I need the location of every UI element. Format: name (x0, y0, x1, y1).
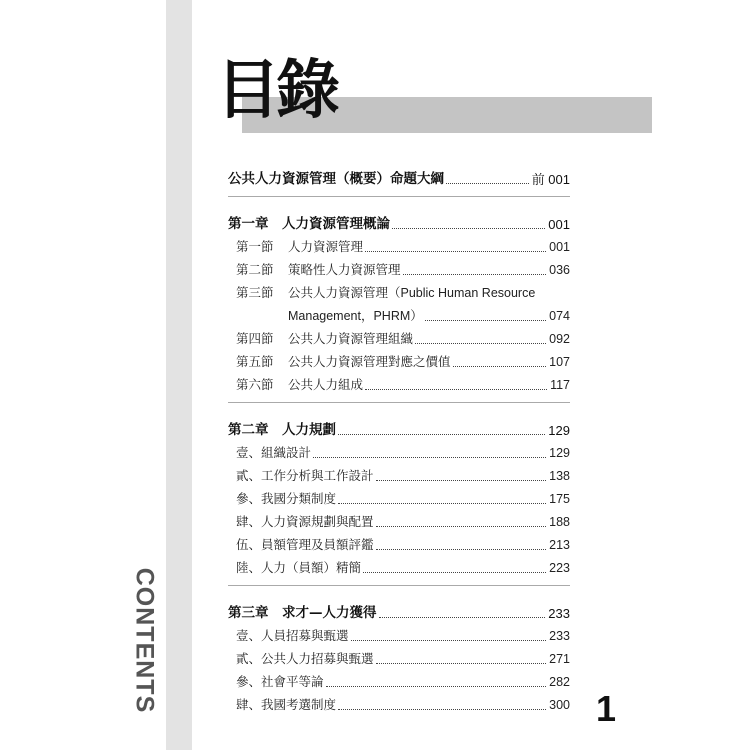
toc-label: 第二章 人力規劃 (228, 422, 336, 438)
toc-page: 001 (548, 217, 570, 232)
toc-label: 公共人力資源管理（Public Human Resource (288, 286, 536, 300)
toc-item[interactable] (228, 461, 570, 484)
dot-leader (376, 526, 547, 527)
toc-label: 公共人力組成 (288, 378, 364, 392)
toc-outline-entry[interactable] (228, 164, 570, 187)
dot-leader (326, 686, 547, 687)
toc-page: 036 (549, 263, 570, 277)
toc-page: 175 (549, 492, 570, 506)
toc-label: 參、社會平等論 (236, 675, 324, 689)
toc-label: Management，PHRM） (288, 309, 423, 323)
toc-label: 人力資源管理 (288, 240, 364, 254)
toc-page: 188 (549, 515, 570, 529)
toc-chapter-3[interactable] (228, 598, 570, 621)
dot-leader (379, 617, 546, 618)
divider (228, 196, 570, 197)
toc-section[interactable] (228, 278, 570, 301)
toc-label: 肆、我國考選制度 (236, 698, 337, 712)
toc-page: 前 001 (531, 172, 570, 187)
section-number: 第三節 (236, 286, 274, 300)
toc-page: 282 (549, 675, 570, 689)
toc-label: 參、我國分類制度 (236, 492, 337, 506)
toc-item[interactable] (228, 553, 570, 576)
dot-leader (376, 549, 547, 550)
divider (228, 585, 570, 586)
dot-leader (376, 480, 547, 481)
toc-page: 092 (549, 332, 570, 346)
toc-section[interactable] (228, 232, 570, 255)
dot-leader (363, 572, 546, 573)
section-number: 第六節 (236, 378, 274, 392)
divider (228, 402, 570, 403)
toc-section[interactable] (228, 255, 570, 278)
toc-label: 第三章 求才—人力獲得 (228, 605, 377, 621)
toc-item[interactable] (228, 507, 570, 530)
toc-label: 壹、組織設計 (236, 446, 312, 460)
toc-page: 001 (549, 240, 570, 254)
toc-chapter-2[interactable] (228, 415, 570, 438)
toc-page: 129 (548, 423, 570, 438)
toc-page: 107 (549, 355, 570, 369)
contents-text: CONTENTS (130, 567, 159, 713)
section-number: 第四節 (236, 332, 274, 346)
toc-item[interactable] (228, 484, 570, 507)
dot-leader (415, 343, 546, 344)
toc-label: 陸、人力（員額）精簡 (236, 561, 362, 575)
toc-item[interactable] (228, 530, 570, 553)
toc-item[interactable] (228, 438, 570, 461)
toc-item[interactable] (228, 644, 570, 667)
toc-page: 233 (548, 606, 570, 621)
toc-label: 策略性人力資源管理 (288, 263, 401, 277)
section-number: 第五節 (236, 355, 274, 369)
table-of-contents (228, 164, 570, 713)
dot-leader (338, 434, 545, 435)
toc-item[interactable] (228, 621, 570, 644)
toc-section[interactable] (228, 370, 570, 393)
toc-page: 271 (549, 652, 570, 666)
toc-label: 伍、員額管理及員額評鑑 (236, 538, 374, 552)
toc-label: 公共人力資源管理（概要）命題大綱 (228, 171, 444, 187)
toc-page: 074 (549, 309, 570, 323)
toc-label: 第一章 人力資源管理概論 (228, 216, 390, 232)
toc-label: 貳、公共人力招募與甄選 (236, 652, 374, 666)
toc-item[interactable] (228, 690, 570, 713)
side-band (166, 0, 192, 750)
toc-label: 壹、人員招募與甄選 (236, 629, 349, 643)
contents-side-label (124, 567, 164, 713)
dot-leader (338, 503, 546, 504)
dot-leader (351, 640, 547, 641)
toc-label: 貳、工作分析與工作設計 (236, 469, 374, 483)
toc-section[interactable] (228, 324, 570, 347)
toc-section[interactable] (228, 347, 570, 370)
dot-leader (313, 457, 546, 458)
dot-leader (446, 183, 529, 184)
dot-leader (403, 274, 547, 275)
toc-page: 300 (549, 698, 570, 712)
toc-label: 肆、人力資源規劃與配置 (236, 515, 374, 529)
dot-leader (376, 663, 547, 664)
page-title: 目錄 (216, 53, 336, 128)
toc-page: 129 (549, 446, 570, 460)
toc-page: 138 (549, 469, 570, 483)
dot-leader (453, 366, 547, 367)
toc-page: 213 (549, 538, 570, 552)
dot-leader (338, 709, 546, 710)
section-number: 第一節 (236, 240, 274, 254)
page-number: 1 (596, 688, 617, 729)
dot-leader (425, 320, 546, 321)
toc-item[interactable] (228, 667, 570, 690)
toc-page: 223 (549, 561, 570, 575)
toc-label: 公共人力資源管理組織 (288, 332, 414, 346)
section-number: 第二節 (236, 263, 274, 277)
toc-page: 233 (549, 629, 570, 643)
dot-leader (365, 251, 546, 252)
toc-label: 公共人力資源管理對應之價值 (288, 355, 451, 369)
dot-leader (365, 389, 547, 390)
toc-page: 117 (550, 378, 570, 392)
toc-section-continued[interactable] (228, 301, 570, 324)
toc-chapter-1[interactable] (228, 209, 570, 232)
dot-leader (392, 228, 545, 229)
